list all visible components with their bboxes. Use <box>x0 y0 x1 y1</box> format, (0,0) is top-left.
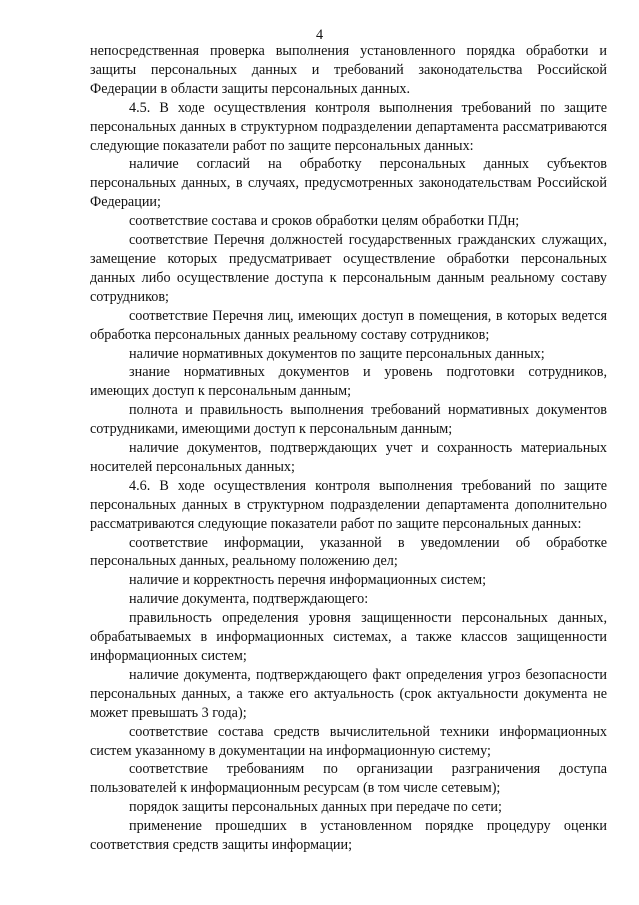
list-item: наличие документов, подтверждающих учет и сохранность материальных носителей персональных данных; <box>90 440 607 475</box>
list-item: соответствие состава и сроков обработки целям обработки ПДн; <box>129 213 520 230</box>
list-item: наличие и корректность перечня информационных систем; <box>129 572 487 589</box>
list-item: полнота и правильность выполнения требований нормативных документов сотрудниками, имеющими доступ к персональным данным; <box>90 402 607 438</box>
list-item: применение прошедших в установленном порядке процедуру оценки соответствия средств защиты информации; <box>90 818 607 854</box>
list-item: порядок защиты персональных данных при передаче по сети; <box>129 799 502 816</box>
list-item: соответствие состава средств вычислительной техники информационных систем указанному в документации на информационную систему; <box>90 723 607 759</box>
list-item: правильность определения уровня защищенности персональных данных, обрабатываемых в информационных системах, а также классов защищенности информационных систем; <box>90 610 607 664</box>
list-item: соответствие требованиям по организации разграничения доступа пользователей к информационным ресурсам (в том числе сетевым); <box>90 761 607 797</box>
list-item: наличие документа, подтверждающего: <box>129 591 369 608</box>
paragraph-continuation: непосредственная проверка выполнения установленного порядка обработки и защиты персональных данных и требований законодательства Российской Федерации в области защиты персональных данных. <box>90 43 607 97</box>
list-item: наличие согласий на обработку персональных данных субъектов персональных данных, в случаях, предусмотренных законодательствам Российской Федерации; <box>90 156 607 211</box>
paragraph-4-5: 4.5. В ходе осуществления контроля выполнения требований по защите персональных данных в структурном подразделении департамента рассматриваются следующие показатели работ по защите персональных данных: <box>90 99 607 154</box>
list-item: соответствие информации, указанной в уведомлении об обработке персональных данных, реальному положению дел; <box>90 534 607 570</box>
list-item: знание нормативных документов и уровень подготовки сотрудников, имеющих доступ к персональным данным; <box>90 364 607 400</box>
list-item: наличие документа, подтверждающего факт определения угроз безопасности персональных данных, а также его актуальность (срок актуальности документа не может превышать 3 года); <box>90 666 607 721</box>
list-item: наличие нормативных документов по защите персональных данных; <box>129 345 545 362</box>
list-item: соответствие Перечня лиц, имеющих доступ в помещения, в которых ведется обработка персональных данных реальному составу сотрудников; <box>90 307 607 343</box>
document-body <box>90 42 607 855</box>
page-number: 4 <box>315 27 324 43</box>
paragraph-4-6: 4.6. В ходе осуществления контроля выполнения требований по защите персональных данных в структурном подразделении департамента дополнительно рассматриваются следующие показатели работ по защите персональных данных: <box>90 477 607 532</box>
list-item: соответствие Перечня должностей государственных гражданских служащих, замещение которых предусматривает осуществление обработки персональных данных либо осуществление доступа к персональным данным реальному составу сотрудников; <box>90 232 607 305</box>
